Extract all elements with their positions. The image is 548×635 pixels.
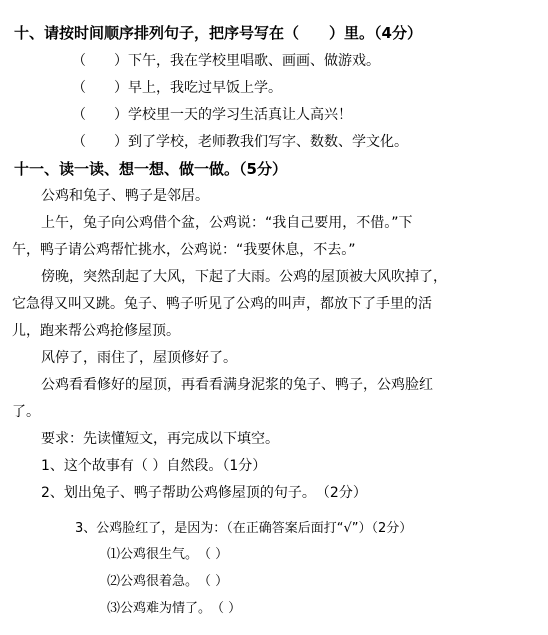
answer-option: ⑴公鸡很生气。 （ ） bbox=[107, 547, 229, 562]
passage-line: 了。 bbox=[12, 404, 40, 420]
passage-line: 傍晚，突然刮起了大风，下起了大雨。公鸡的屋顶被大风吹掉了， bbox=[41, 269, 447, 285]
section-10-item: （ ）早上，我吃过早饭上学。 bbox=[72, 80, 282, 96]
passage-line: 上午，兔子向公鸡借个盆，公鸡说：“我自己要用，不借。”下 bbox=[41, 215, 413, 231]
question-1: 1、这个故事有（ ）自然段。（1分） bbox=[41, 458, 267, 474]
section-10-item: （ ）下午，我在学校里唱歌、画画、做游戏。 bbox=[72, 53, 380, 69]
passage-line: 午，鸭子请公鸡帮忙挑水，公鸡说：“我要休息，不去。” bbox=[12, 242, 356, 258]
passage-line: 儿，跑来帮公鸡抢修屋顶。 bbox=[12, 323, 180, 339]
section-11-title: 十一、读一读、想一想、做一做。（5分） bbox=[14, 160, 287, 178]
passage-line: 它急得又叫又跳。兔子、鸭子听见了公鸡的叫声，都放下了手里的活 bbox=[12, 296, 432, 312]
section-10-item: （ ）学校里一天的学习生活真让人高兴！ bbox=[72, 107, 352, 123]
section-10-title: 十、请按时间顺序排列句子，把序号写在（ ）里。（4分） bbox=[14, 24, 422, 42]
question-3: 3、公鸡脸红了，是因为：（在正确答案后面打“√”）（2分） bbox=[75, 521, 413, 536]
passage-line: 公鸡和兔子、鸭子是邻居。 bbox=[41, 188, 209, 204]
section-10-item: （ ）到了学校，老师教我们写字、数数、学文化。 bbox=[72, 134, 408, 150]
passage-line: 公鸡看看修好的屋顶，再看看满身泥浆的兔子、鸭子，公鸡脸红 bbox=[41, 377, 433, 393]
requirement-text: 要求：先读懂短文，再完成以下填空。 bbox=[41, 431, 279, 447]
question-2: 2、划出兔子、鸭子帮助公鸡修屋顶的句子。 （2分） bbox=[41, 485, 367, 501]
answer-option: ⑶公鸡难为情了。 （ ） bbox=[107, 601, 242, 616]
answer-option: ⑵公鸡很着急。 （ ） bbox=[107, 574, 229, 589]
passage-line: 风停了，雨住了，屋顶修好了。 bbox=[41, 350, 237, 366]
